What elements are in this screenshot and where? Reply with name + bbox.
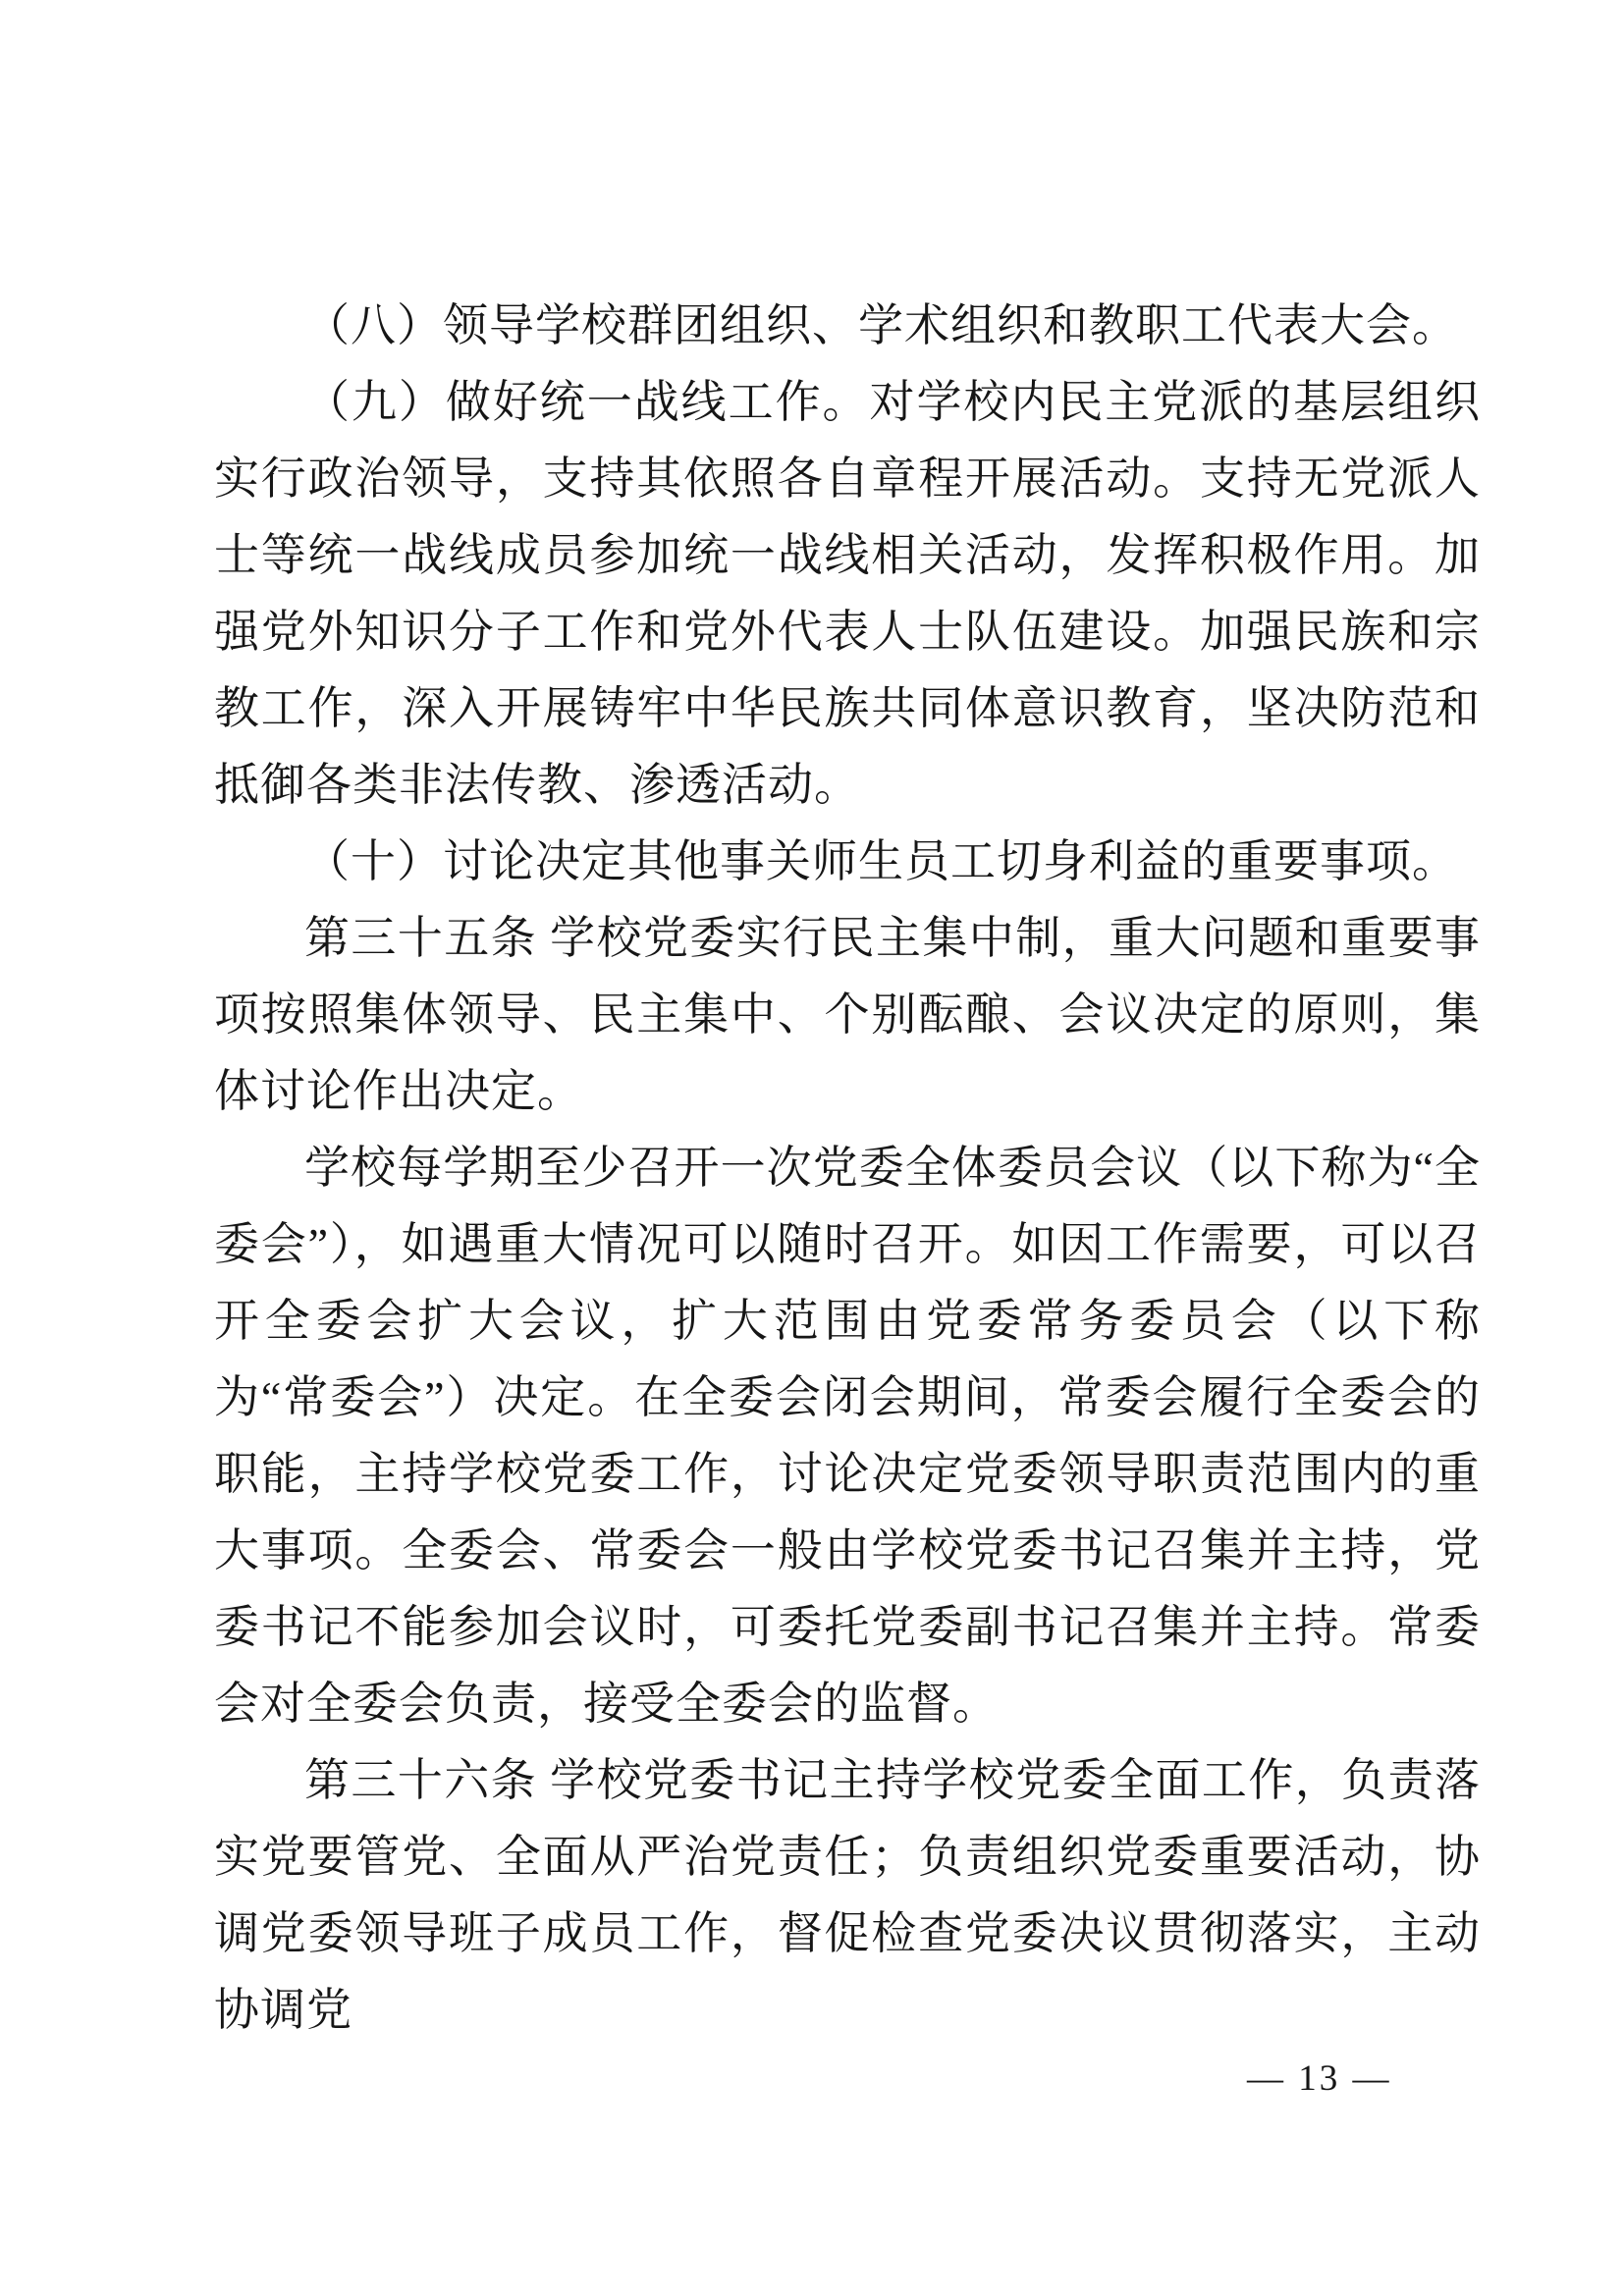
document-body bbox=[214, 288, 1481, 2049]
paragraph-item-10: （十）讨论决定其他事关师生员工切身利益的重要事项。 bbox=[304, 836, 1458, 886]
page-number: — 13 — bbox=[1247, 2058, 1392, 2099]
paragraph-article-35: 第三十五条 学校党委实行民主集中制，重大问题和重要事项按照集体领导、民主集中、个别酝酿、会议决定的原则，集体讨论作出决定。 bbox=[214, 913, 1481, 1116]
paragraph-article-36: 第三十六条 学校党委书记主持学校党委全面工作，负责落实党要管党、全面从严治党责任；负责组织党委重要活动，协调党委领导班子成员工作，督促检查党委决议贯彻落实，主动协调党 bbox=[214, 1755, 1481, 2035]
paragraph-item-9: （九）做好统一战线工作。对学校内民主党派的基层组织实行政治领导，支持其依照各自章程开展活动。支持无党派人士等统一战线成员参加统一战线相关活动，发挥积极作用。加强党外知识分子工作和党外代表人士队伍建设。加强民族和宗教工作，深入开展铸牢中华民族共同体意识教育，坚决防范和抵御各类非法传教、渗透活动。 bbox=[214, 377, 1481, 810]
paragraph-article-35-meeting-rules: 学校每学期至少召开一次党委全体委员会议（以下称为“全委会”），如遇重大情况可以随时召开。如因工作需要，可以召开全委会扩大会议，扩大范围由党委常务委员会（以下称为“常委会”）决定。在全委会闭会期间，常委会履行全委会的职能，主持学校党委工作，讨论决定党委领导职责范围内的重大事项。全委会、常委会一般由学校党委书记召集并主持，党委书记不能参加会议时，可委托党委副书记召集并主持。常委会对全委会负责，接受全委会的监督。 bbox=[214, 1143, 1481, 1729]
paragraph-item-8: （八）领导学校群团组织、学术组织和教职工代表大会。 bbox=[304, 300, 1458, 350]
